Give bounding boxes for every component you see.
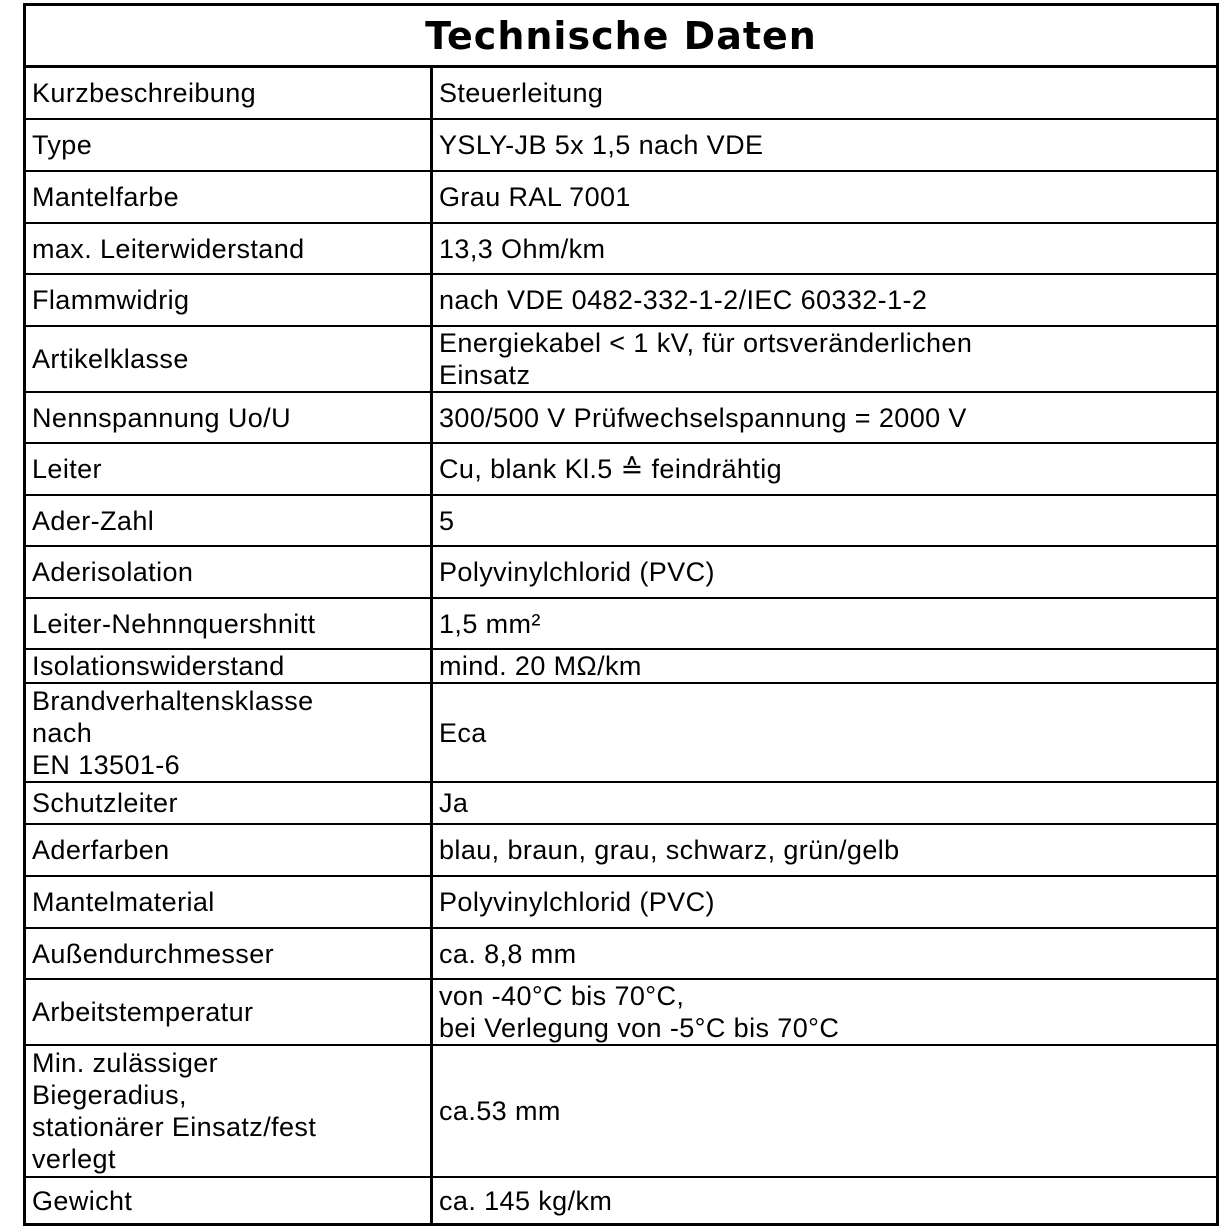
table-row bbox=[26, 444, 1216, 496]
table-row bbox=[26, 120, 1216, 172]
row-label: Brandverhaltensklasse nach EN 13501-6 bbox=[26, 684, 433, 781]
table-row bbox=[26, 684, 1216, 783]
table-row bbox=[26, 172, 1216, 224]
row-value: 300/500 V Prüfwechselspannung = 2000 V bbox=[439, 402, 967, 433]
row-value: 5 bbox=[439, 505, 455, 536]
table-row bbox=[26, 275, 1216, 327]
table-row bbox=[26, 496, 1216, 547]
table-body bbox=[26, 68, 1216, 1223]
row-label: Mantelfarbe bbox=[26, 172, 433, 222]
row-label: Ader-Zahl bbox=[26, 496, 433, 545]
row-label: Aderisolation bbox=[26, 547, 433, 597]
table-row bbox=[26, 1046, 1216, 1178]
table-row bbox=[26, 327, 1216, 393]
row-value: Polyvinylchlorid (PVC) bbox=[439, 557, 715, 587]
row-value: Steuerleitung bbox=[439, 78, 604, 108]
table-row bbox=[26, 980, 1216, 1046]
row-value: 1,5 mm² bbox=[439, 608, 541, 639]
row-value: mind. 20 MΩ/km bbox=[439, 651, 642, 681]
row-value: Ja bbox=[439, 788, 469, 818]
row-label: Schutzleiter bbox=[26, 783, 433, 823]
row-label: Type bbox=[26, 120, 433, 170]
row-value: von -40°C bis 70°C, bei Verlegung von -5°C bis 70°C bbox=[439, 981, 840, 1043]
table-row bbox=[26, 825, 1216, 877]
table-row bbox=[26, 783, 1216, 825]
row-label: max. Leiterwiderstand bbox=[26, 224, 433, 273]
row-label: Kurzbeschreibung bbox=[26, 68, 433, 118]
row-value: ca. 145 kg/km bbox=[439, 1185, 613, 1216]
row-value: Grau RAL 7001 bbox=[439, 182, 631, 212]
row-value: Energiekabel < 1 kV, für ortsveränderlichen Einsatz bbox=[439, 328, 973, 390]
row-value: Cu, blank Kl.5 ≙ feindrähtig bbox=[439, 454, 783, 484]
row-value: blau, braun, grau, schwarz, grün/gelb bbox=[439, 835, 900, 865]
row-label: Nennspannung Uo/U bbox=[26, 393, 433, 442]
technical-data-table bbox=[23, 3, 1219, 1226]
table-row bbox=[26, 650, 1216, 684]
row-value: YSLY-JB 5x 1,5 nach VDE bbox=[439, 130, 764, 160]
row-label: Leiter bbox=[26, 444, 433, 494]
table-row bbox=[26, 1178, 1216, 1223]
row-value: ca. 8,8 mm bbox=[439, 938, 577, 969]
table-row bbox=[26, 68, 1216, 120]
row-label: Flammwidrig bbox=[26, 275, 433, 325]
table-row bbox=[26, 929, 1216, 980]
row-label: Min. zulässiger Biegeradius, stationärer Einsatz/fest verlegt bbox=[26, 1046, 433, 1176]
table-row bbox=[26, 393, 1216, 444]
row-label: Artikelklasse bbox=[26, 327, 433, 391]
row-value: ca.53 mm bbox=[439, 1096, 561, 1126]
row-label: Außendurchmesser bbox=[26, 929, 433, 978]
row-value: nach VDE 0482-332-1-2/IEC 60332-1-2 bbox=[439, 285, 928, 315]
row-value: Eca bbox=[439, 717, 487, 748]
row-label: Isolationswiderstand bbox=[26, 650, 433, 682]
row-label: Arbeitstemperatur bbox=[26, 980, 433, 1044]
table-row bbox=[26, 599, 1216, 650]
row-label: Mantelmaterial bbox=[26, 877, 433, 927]
row-label: Gewicht bbox=[26, 1178, 433, 1223]
row-value: Polyvinylchlorid (PVC) bbox=[439, 887, 715, 917]
row-label: Aderfarben bbox=[26, 825, 433, 875]
table-title: Technische Daten bbox=[26, 6, 1216, 68]
row-value: 13,3 Ohm/km bbox=[439, 233, 606, 264]
row-label: Leiter-Nehnnquershnitt bbox=[26, 599, 433, 648]
table-row bbox=[26, 877, 1216, 929]
table-row bbox=[26, 224, 1216, 275]
table-row bbox=[26, 547, 1216, 599]
